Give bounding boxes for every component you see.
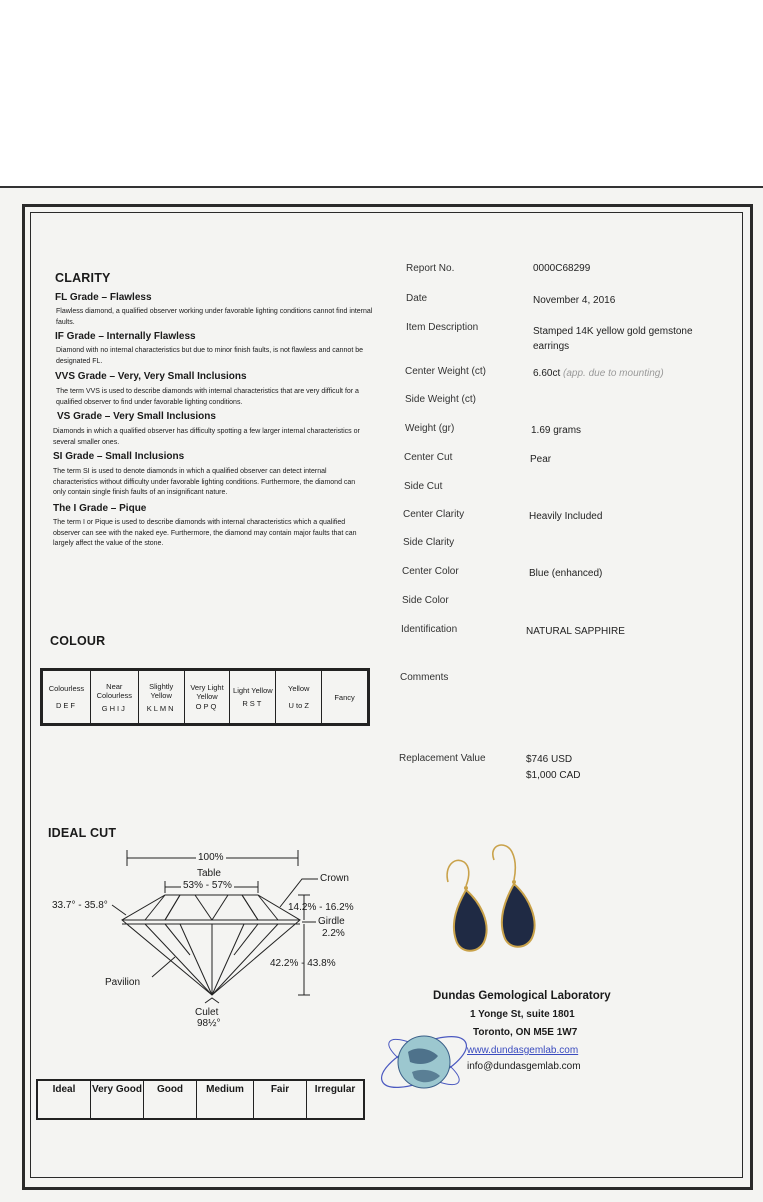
cut-total-width-label: 100% — [198, 852, 224, 863]
colour-col-range: DEF — [55, 701, 77, 710]
colour-col-very-light-yellow — [184, 671, 230, 724]
lab-email[interactable]: info@dundasgemlab.com — [467, 1061, 581, 1072]
colour-col-colourless — [43, 671, 91, 724]
cut-table-range: 53% - 57% — [183, 880, 232, 891]
center-cut-label: Center Cut — [404, 452, 453, 463]
cut-crown-angle: 33.7° - 35.8° — [52, 900, 108, 911]
cut-girdle-label: Girdle — [318, 916, 345, 927]
weight-value: 1.69 grams — [531, 425, 582, 436]
cut-grade-ideal: Ideal — [38, 1081, 91, 1118]
side-cut-label: Side Cut — [404, 481, 443, 492]
replacement-value-usd: $746 USD — [526, 754, 573, 765]
colour-col-range: GHIJ — [101, 703, 127, 713]
date-label: Date — [406, 293, 428, 304]
lab-website-link[interactable]: www.dundasgemlab.com — [467, 1045, 579, 1056]
clarity-grade-i-desc: The term I or Pique is used to describe diamonds with internal characteristics which a qualified observer can see with the naked eye. Furthermore, the diamond may contain major faults that can largely affect the value of the stone. — [53, 519, 357, 547]
earrings-photo — [436, 842, 596, 962]
cut-pavilion-label: Pavilion — [105, 977, 141, 988]
center-weight-note: (app. due to mounting) — [563, 368, 664, 379]
center-weight-amount: 6.60ct — [533, 368, 561, 379]
clarity-grade-if-desc: Diamond with no internal characteristics but due to minor finish faults, is not flawless and cannot be designated FL. — [56, 347, 363, 365]
cut-grade-good: Good — [144, 1081, 197, 1118]
side-weight-label: Side Weight (ct) — [405, 394, 476, 405]
colour-col-name: Very Light Yellow — [190, 683, 224, 701]
item-description-label: Item Description — [406, 322, 479, 333]
cut-crown-label: Crown — [320, 873, 349, 884]
cut-grade-medium: Medium — [197, 1081, 254, 1118]
lab-name: Dundas Gemological Laboratory — [433, 990, 611, 1002]
colour-col-range: KLMN — [146, 703, 176, 713]
comments-label: Comments — [400, 672, 449, 683]
cut-grade-scale — [36, 1079, 365, 1120]
center-clarity-label: Center Clarity — [403, 509, 465, 520]
clarity-grade-fl-title: FL Grade – Flawless — [55, 292, 152, 303]
colour-col-near-colourless — [90, 671, 138, 724]
cut-table-label: Table — [197, 868, 221, 879]
cut-crown-height: 14.2% - 16.2% — [288, 902, 354, 913]
colour-col-name: Yellow — [288, 684, 310, 693]
lab-address-street: 1 Yonge St, suite 1801 — [470, 1009, 575, 1020]
colour-col-fancy — [322, 671, 368, 724]
cut-girdle-value: 2.2% — [322, 928, 345, 939]
colour-col-range: U to Z — [288, 701, 309, 710]
colour-col-name: Slightly Yellow — [149, 681, 174, 700]
center-color-label: Center Color — [402, 566, 459, 577]
side-clarity-label: Side Clarity — [403, 537, 455, 548]
colour-col-slightly-yellow — [138, 671, 184, 724]
center-cut-value: Pear — [530, 454, 552, 465]
colour-title: COLOUR — [50, 634, 106, 648]
lab-globe-logo — [372, 1014, 482, 1104]
clarity-grade-vs-desc: Diamonds in which a qualified observer has difficulty spotting a few larger internal characteristics or several smaller ones. — [53, 428, 360, 446]
colour-col-name: Colourless — [48, 684, 85, 693]
clarity-title: CLARITY — [55, 271, 111, 285]
weight-label: Weight (gr) — [405, 423, 455, 434]
clarity-grade-si-title: SI Grade – Small Inclusions — [53, 451, 185, 462]
cut-culet-label: Culet — [195, 1007, 219, 1018]
clarity-grade-vvs-title: VVS Grade – Very, Very Small Inclusions — [55, 371, 247, 382]
clarity-grade-si-desc: The term SI is used to denote diamonds in which a qualified observer can detect internal characteristics without difficulty under favorable lighting conditions. Furthermore, the diamond can only contain single finish faults of an insignificant nature. — [53, 468, 356, 496]
colour-col-name: Light Yellow — [233, 686, 273, 695]
colour-col-range: OPQ — [195, 702, 219, 711]
clarity-grade-if-title: IF Grade – Internally Flawless — [55, 331, 196, 342]
date-value: November 4, 2016 — [533, 295, 616, 306]
replacement-value-label: Replacement Value — [399, 753, 486, 764]
identification-value: NATURAL SAPPHIRE — [526, 626, 625, 637]
center-color-value: Blue (enhanced) — [529, 568, 603, 579]
colour-col-yellow — [276, 671, 322, 724]
clarity-grade-vs-title: VS Grade – Very Small Inclusions — [57, 411, 216, 422]
cut-culet-value: 98½° — [197, 1018, 221, 1029]
side-color-label: Side Color — [402, 595, 449, 606]
clarity-grade-i-title: The I Grade – Pique — [53, 503, 147, 514]
colour-scale — [40, 668, 370, 726]
ideal-cut-title: IDEAL CUT — [48, 826, 117, 840]
report-no-value: 0000C68299 — [533, 263, 591, 274]
cut-grade-irregular: Irregular — [314, 1084, 356, 1095]
identification-label: Identification — [401, 624, 458, 635]
center-weight-label: Center Weight (ct) — [405, 366, 486, 377]
replacement-value-cad: $1,000 CAD — [526, 770, 581, 781]
cut-pavilion-depth: 42.2% - 43.8% — [270, 958, 336, 969]
cut-grade-fair: Fair — [254, 1081, 307, 1118]
center-clarity-value: Heavily Included — [529, 511, 603, 522]
colour-col-name: Near Colourless — [96, 681, 133, 700]
item-description-value: Stamped 14K yellow gold gemstone earrings — [533, 326, 693, 352]
colour-col-light-yellow — [230, 671, 276, 724]
clarity-grade-fl-desc: Flawless diamond, a qualified observer working under favorable lighting conditions cannot find internal faults. — [56, 308, 373, 326]
lab-address-city: Toronto, ON M5E 1W7 — [473, 1027, 578, 1038]
clarity-grade-vvs-desc: The term VVS is used to describe diamonds with internal characteristics that are very difficult for a qualified observer to find under favorable lighting conditions. — [56, 388, 359, 406]
colour-col-range: RST — [242, 699, 264, 708]
cut-grade-very-good: Very Good — [91, 1081, 144, 1118]
center-weight-value — [533, 368, 664, 379]
report-no-label: Report No. — [406, 263, 455, 274]
colour-col-name: Fancy — [334, 692, 355, 702]
